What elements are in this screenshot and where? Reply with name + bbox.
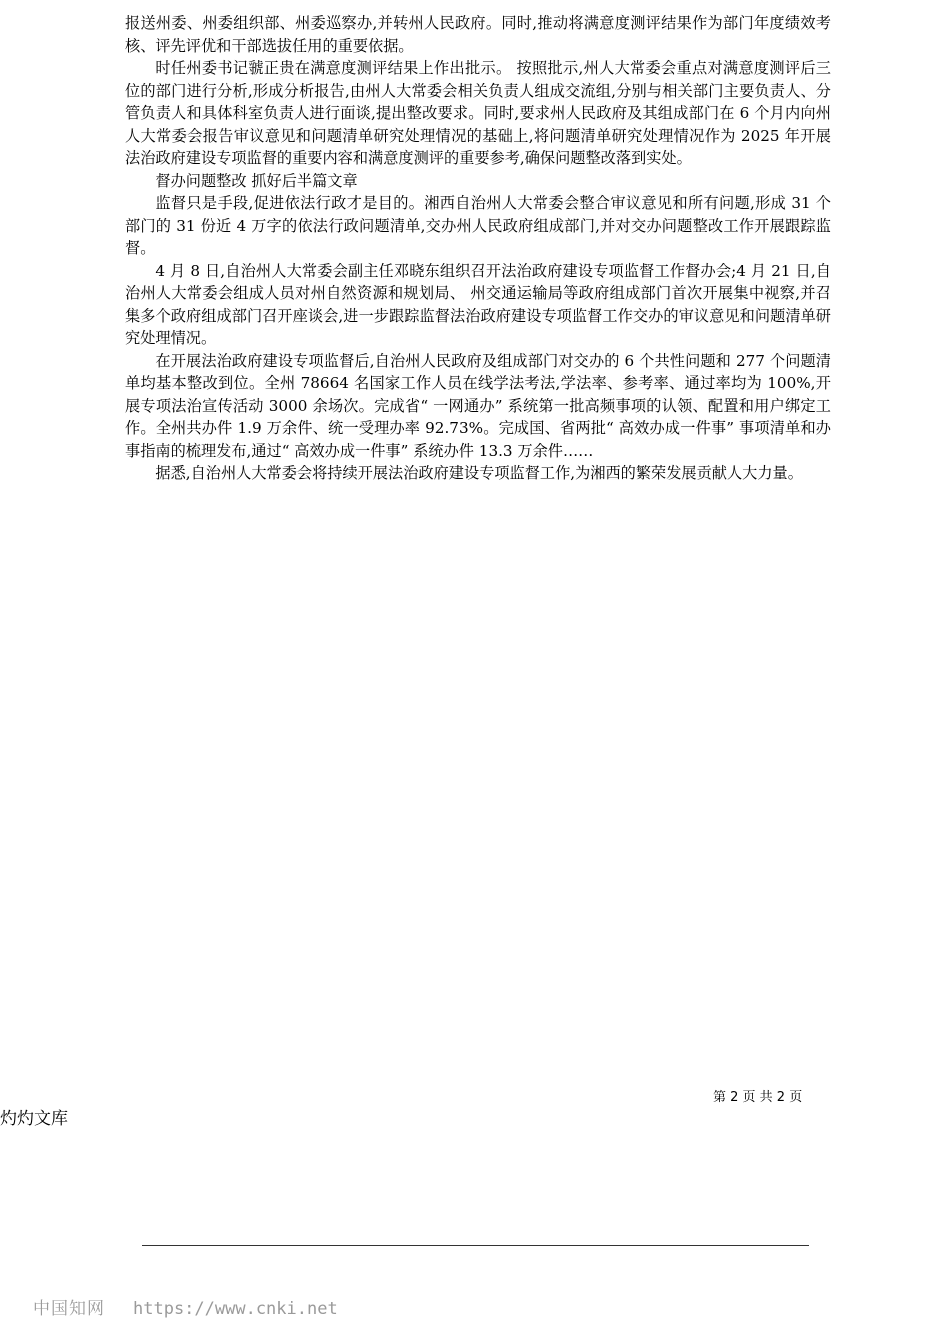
paragraph: 时任州委书记虢正贵在满意度测评结果上作出批示。 按照批示,州人大常委会重点对满意度测评后三位的部门进行分析,形成分析报告,由州人大常委会相关负责人组成交流组,分别与相关部门主要负责人、分管负责人和具体科室负责人进行面谈,提出整改要求。同时,要求州人民政府及其组成部门在 6 个月内向州人大常委会报告审议意见和问题清单研究处理情况的基础上,将问题清单研究处理情况作为 2025 年开展法治政府建设专项监督的重要内容和满意度测评的重要参考,确保问题整改落到实处。 bbox=[125, 59, 831, 167]
paragraph: 监督只是手段,促进依法行政才是目的。湘西自治州人大常委会整合审议意见和所有问题,形成 31 个部门的 31 份近 4 万字的依法行政问题清单,交办州人民政府组成部门,并对交办问题整改工作开展跟踪监督。 bbox=[125, 194, 831, 257]
footer-brand: 中国知网 bbox=[33, 1299, 105, 1319]
article-body bbox=[125, 12, 831, 485]
section-heading: 督办问题整改 抓好后半篇文章 bbox=[155, 171, 358, 190]
paragraph: 在开展法治政府建设专项监督后,自治州人民政府及组成部门对交办的 6 个共性问题和 277 个问题清单均基本整改到位。全州 78664 名国家工作人员在线学法考法,学法率、参考率、通过率均为 100%,开展专项法治宣传活动 3000 余场次。完成省“ 一网通办” 系统第一批高频事项的认领、配置和用户绑定工作。全州共办件 1.9 万余件、统一受理办率 92.73%。完成国、省两批“ 高效办成一件事” 事项清单和办事指南的梳理发布,通过“ 高效办成一件事” 系统办件 13.3 万余件…… bbox=[125, 351, 831, 460]
footer-divider bbox=[142, 1245, 809, 1246]
paragraph: 4 月 8 日,自治州人大常委会副主任邓晓东组织召开法治政府建设专项监督工作督办会;4 月 21 日,自治州人大常委会组成人员对州自然资源和规划局、 州交通运输局等政府组成部门首次开展集中视察,并召集多个政府组成部门召开座谈会,进一步跟踪监督法治政府建设专项监督工作交办的审议意见和问题清单研究处理情况。 bbox=[125, 261, 831, 347]
paragraph: 据悉,自治州人大常委会将持续开展法治政府建设专项监督工作,为湘西的繁荣发展贡献人大力量。 bbox=[155, 464, 803, 482]
page-number: 第 2 页 共 2 页 bbox=[713, 1090, 803, 1105]
footer-url[interactable]: https://www.cnki.net bbox=[133, 1299, 338, 1319]
watermark-label: 灼灼文库 bbox=[0, 1109, 68, 1129]
paragraph-continuation: 报送州委、州委组织部、州委巡察办,并转州人民政府。同时,推动将满意度测评结果作为部门年度绩效考核、评先评优和干部选拔任用的重要依据。 bbox=[125, 14, 831, 55]
footer-source bbox=[33, 1294, 338, 1319]
